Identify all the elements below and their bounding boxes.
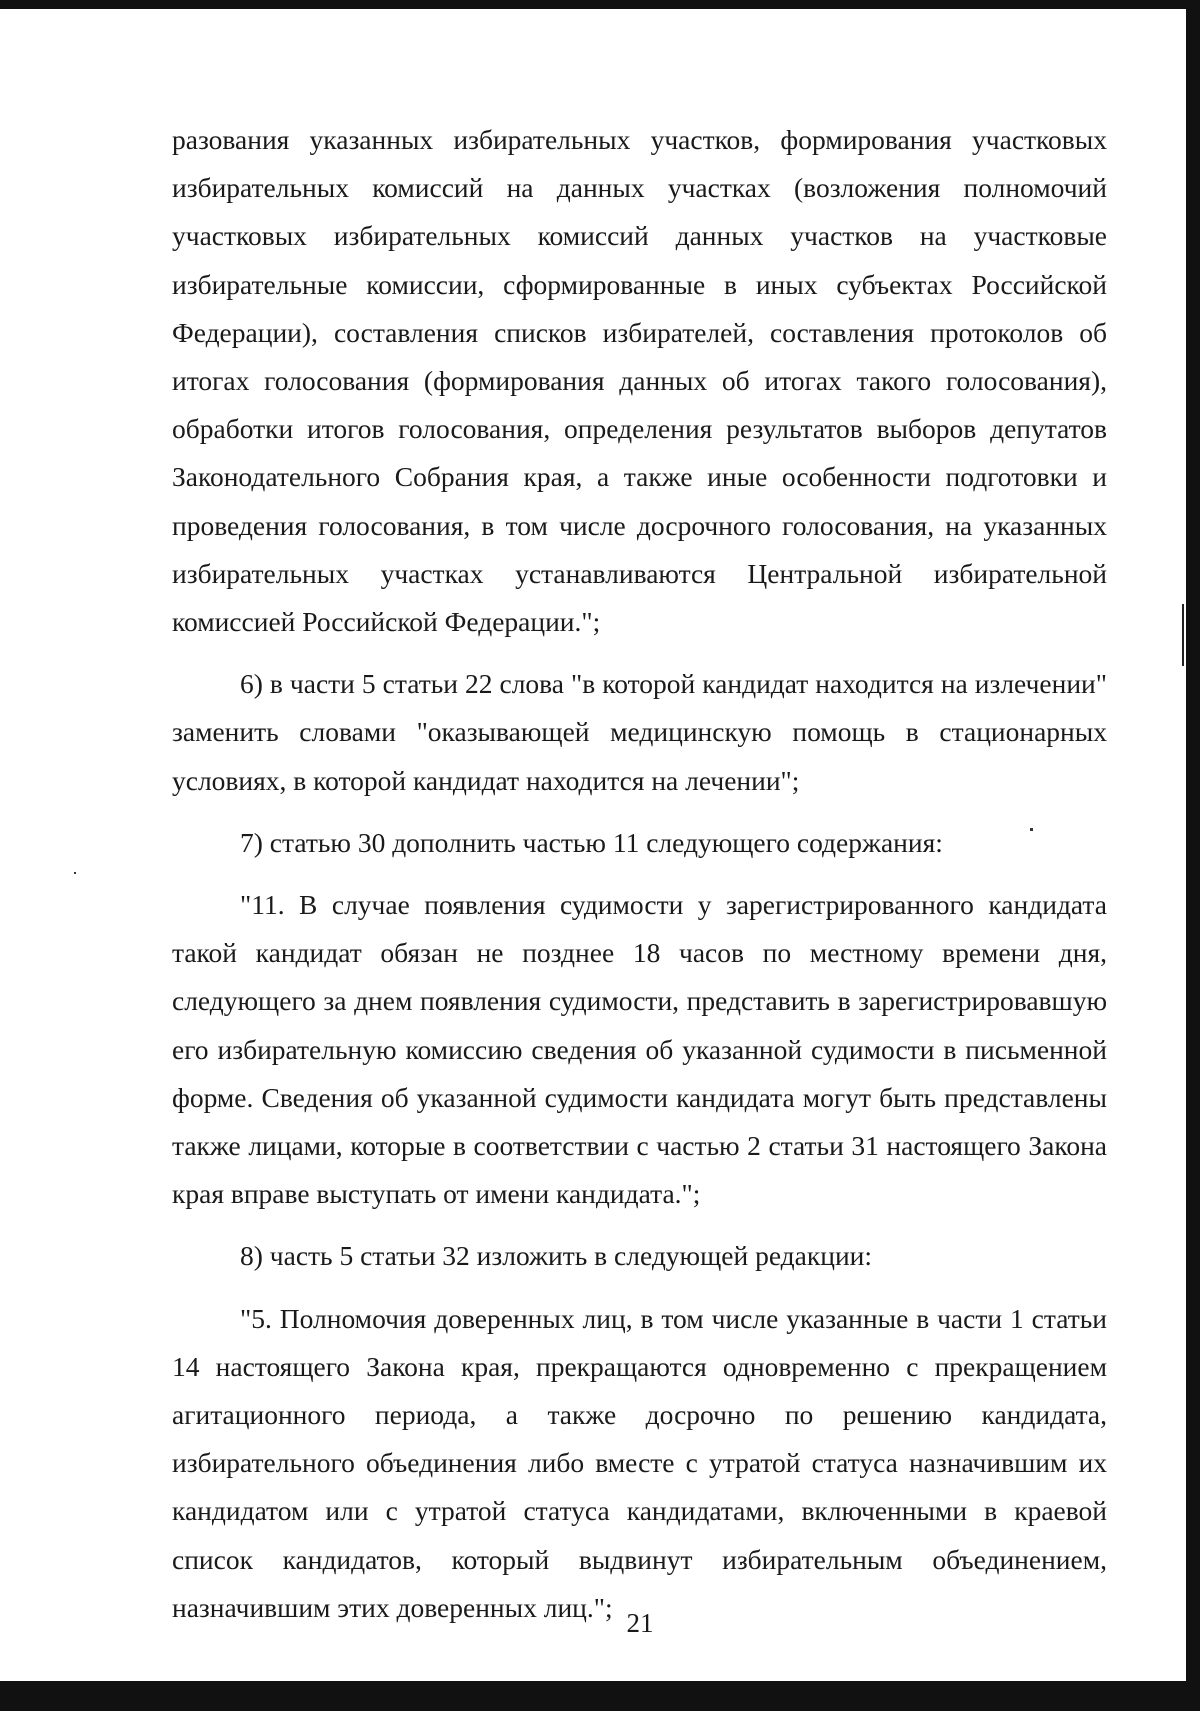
scan-edge-bottom [0,1681,1200,1711]
paragraph-quote-5: "5. Полномочия доверенных лиц, в том числе указанные в части 1 статьи 14 настоящего Закона края, прекращаются одновременно с прекращением агитационного периода, а также досрочно по решению кандидата, избирательного объединения либо вместе с утратой статуса назначившим их кандидатом или с утратой статуса кандидатами, включенными в краевой список кандидатов, который выдвинут избирательным объединением, назначившим этих доверенных лиц."; [172,1302,1107,1623]
scan-edge-top [0,0,1200,9]
scan-speck [74,872,76,874]
document-body [172,116,1107,1646]
scan-edge-right [1186,0,1200,1711]
paragraph-item-6: 6) в части 5 статьи 22 слова "в которой кандидат находится на излечении" заменить словами "оказывающей медицинскую помощь в стационарных условиях, в которой кандидат находится на лечении"; [172,668,1107,796]
scan-mark [1182,604,1184,666]
paragraph-quote-11: "11. В случае появления судимости у зарегистрированного кандидата такой кандидат обязан не позднее 18 часов по местному времени дня, следующего за днем появления судимости, представить в зарегистрировавшую его избирательную комиссию сведения об указанной судимости в письменной форме. Сведения об указанной судимости кандидата могут быть представлены также лицами, которые в соответствии с частью 2 статьи 31 настоящего Закона края вправе выступать от имени кандидата."; [172,889,1107,1210]
paragraph-continuation: разования указанных избирательных участков, формирования участковых избирательных комиссий на данных участках (возложения полномочий участковых избирательных комиссий данных участков на участковые избирательные комиссии, сформированные в иных субъектах Российской Федерации), составления списков избирателей, составления протоколов об итогах голосования (формирования данных об итогах такого голосования), обработки итогов голосования, определения результатов выборов депутатов Законодательного Собрания края, а также иные особенности подготовки и проведения голосования, в том числе досрочного голосования, на указанных избирательных участках устанавливаются Центральной избирательной комиссией Российской Федерации."; [172,124,1107,638]
paragraph-item-7: 7) статью 30 дополнить частью 11 следующего содержания: [240,826,943,858]
paragraph-item-8: 8) часть 5 статьи 32 изложить в следующей редакции: [240,1240,873,1272]
page-number: 21 [626,1608,654,1638]
